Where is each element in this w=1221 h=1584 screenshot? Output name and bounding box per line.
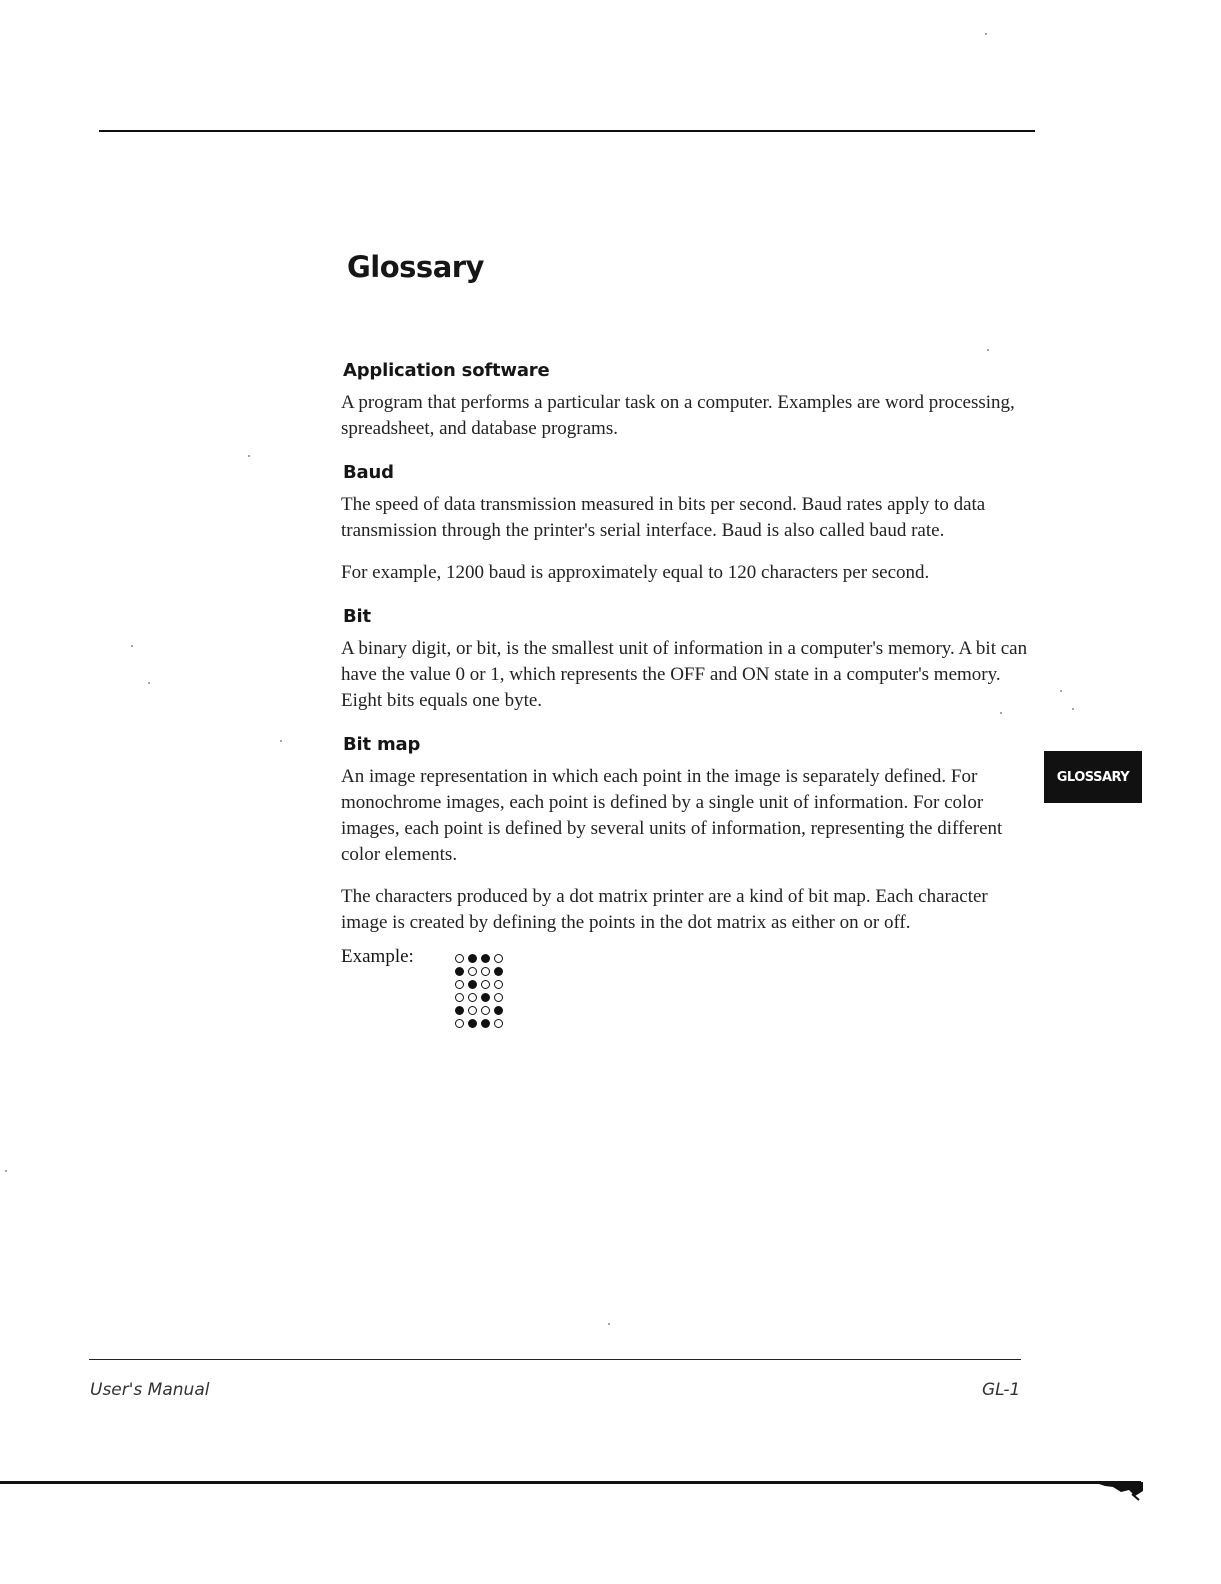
- dot-off: [494, 980, 503, 989]
- term-heading: Application software: [343, 360, 550, 381]
- scan-smudge: [1099, 1482, 1143, 1502]
- dot-on: [494, 967, 503, 976]
- bitmap-example: [341, 946, 1031, 1030]
- page-title: Glossary: [347, 250, 484, 284]
- scan-speck: [248, 455, 250, 457]
- definition-paragraph: A program that performs a particular task on a computer. Examples are word processing, spreadsheet, and database programs.: [341, 392, 1015, 439]
- footer-manual-title: User's Manual: [90, 1380, 210, 1400]
- dot-off: [481, 1006, 490, 1015]
- scan-speck: [280, 740, 282, 742]
- definition-paragraph: The speed of data transmission measured in bits per second. Baud rates apply to data transmission through the printer's serial interface. Baud is also called baud rate.: [341, 494, 986, 541]
- page-bottom-rule: [0, 1481, 1141, 1484]
- entry-bit: [341, 606, 1031, 714]
- definition-paragraph: The characters produced by a dot matrix printer are a kind of bit map. Each character image is created by defining the points in the dot matrix as either on or off.: [341, 886, 988, 933]
- definition-paragraph: A binary digit, or bit, is the smallest unit of information in a computer's memory. A bit can have the value 0 or 1, which represents the OFF and ON state in a computer's memory. Eight bits equals one byte.: [341, 638, 1028, 711]
- dot-on: [481, 954, 490, 963]
- scan-speck: [608, 1323, 610, 1325]
- dot-matrix-figure: [453, 952, 505, 1030]
- scan-speck: [1000, 712, 1002, 714]
- dot-off: [494, 993, 503, 1002]
- dot-on: [468, 980, 477, 989]
- dot-off: [494, 954, 503, 963]
- dot-off: [455, 954, 464, 963]
- term-heading: Bit: [343, 606, 371, 627]
- dot-off: [468, 1006, 477, 1015]
- glossary-entries: [341, 360, 1031, 1050]
- dot-on: [481, 993, 490, 1002]
- dot-on: [455, 967, 464, 976]
- dot-on: [468, 954, 477, 963]
- example-label: Example:: [341, 946, 414, 967]
- dot-off: [494, 1019, 503, 1028]
- dot-off: [468, 993, 477, 1002]
- dot-on: [455, 1006, 464, 1015]
- term-heading: Baud: [343, 462, 394, 483]
- footer-rule: [89, 1359, 1021, 1360]
- dot-on: [481, 1019, 490, 1028]
- scan-speck: [1072, 708, 1074, 710]
- dot-off: [455, 1019, 464, 1028]
- scan-speck: [985, 33, 987, 35]
- term-heading: Bit map: [343, 734, 421, 755]
- scan-speck: [131, 645, 133, 647]
- entry-application-software: [341, 360, 1031, 442]
- glossary-section-tab: GLOSSARY: [1044, 751, 1142, 803]
- scan-speck: [5, 1170, 7, 1172]
- dot-off: [455, 993, 464, 1002]
- definition-paragraph: An image representation in which each point in the image is separately defined. For monochrome images, each point is defined by a single unit of information. For color images, each point is defined by several units of information, representing the different color elements.: [341, 766, 1003, 865]
- scan-speck: [1060, 690, 1062, 692]
- footer-page-number: GL-1: [982, 1380, 1021, 1400]
- entry-baud: [341, 462, 1031, 586]
- scan-speck: [148, 682, 150, 684]
- definition-paragraph: For example, 1200 baud is approximately equal to 120 characters per second.: [341, 562, 930, 583]
- dot-on: [494, 1006, 503, 1015]
- dot-off: [455, 980, 464, 989]
- dot-on: [468, 1019, 477, 1028]
- header-rule: [99, 130, 1035, 132]
- scan-speck: [987, 349, 989, 351]
- dot-off: [468, 967, 477, 976]
- dot-off: [481, 967, 490, 976]
- dot-off: [481, 980, 490, 989]
- entry-bit-map: [341, 734, 1031, 1030]
